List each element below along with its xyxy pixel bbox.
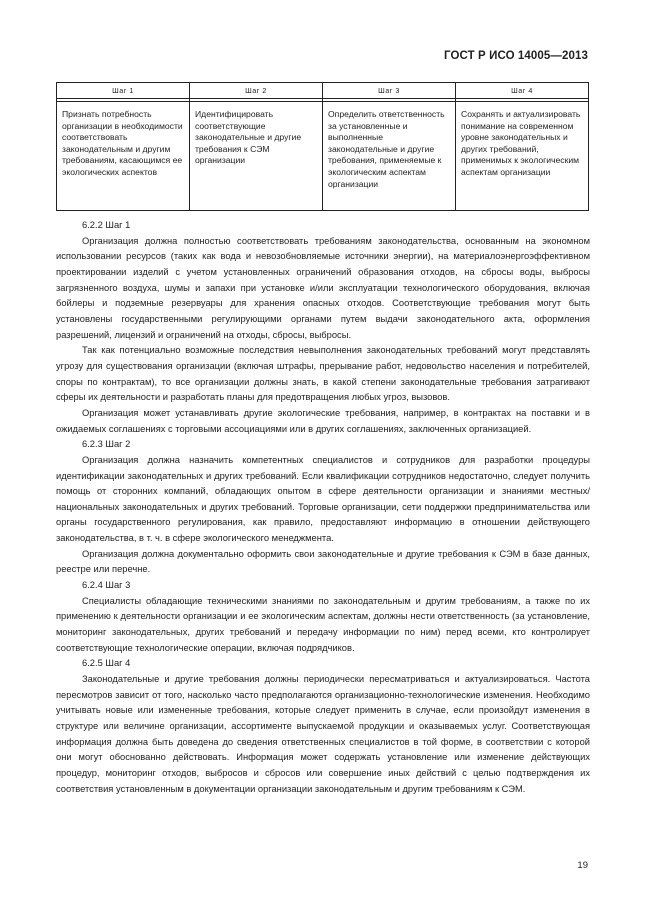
step-4-cell: Сохранять и актуализировать понимание на современном уровне законодательных и других требований, применимых к экологическим аспектам организации	[456, 102, 589, 211]
step-4-header: Шаг 4	[456, 83, 589, 99]
paragraph: Организация должна назначить компетентных специалистов и сотрудников для разработки процедуры идентификации законодательных и других требований. Если квалификации сотрудников недостаточно, следует получить помощь от сторонних компаний, обладающих опытом в сфере деятельности организации и знаниями местных/национальных законодательных и других требований. Торговые организации, сети поддержки предпринимательства или органы государственного регулирования, как правило, предоставляют информацию в отношении действующего законодательства, в т. ч. в сфере экологического менеджмента.	[56, 454, 590, 544]
paragraph: Так как потенциально возможные последствия невыполнения законодательных требований могут представлять угрозу для существования организации (включая штрафы, прерывание работ, недовольство населения и потребителей, споры по контрактам), то все организации должны знать, в какой степени законодательные требования затрагивают сферы их деятельности и разработать планы для предотвращения любых угроз, вызовов.	[56, 345, 590, 403]
page-number: 19	[577, 860, 588, 871]
paragraph: Организация должна документально оформить свои законодательные и другие требования к СЭМ в базе данных, реестре или перечне.	[56, 548, 590, 575]
step-1-cell: Признать потребность организации в необходимости соответствовать законодательным и другим требованиям, касающимся ее экологических аспектов	[57, 102, 190, 211]
step-3-header: Шаг 3	[323, 83, 456, 99]
step-2-header: Шаг 2	[190, 83, 323, 99]
steps-table-header-row	[57, 83, 589, 99]
paragraph: Законодательные и другие требования должны периодически пересматриваться и актуализироваться. Частота пересмотров зависит от того, насколько часто предполагаются организационно-технологические изменения. Необходимо учитывать новые или измененные требования, которые следует применить в случае, если произойдут изменения в структуре или величине организации, ассортименте выпускаемой продукции и оказываемых услуг. Соответствующая информация должна быть доведена до сведения ответственных специалистов в той форме, в соответствии с которой они могут обоснованно действовать. Информация может содержать установление или изменение действующих процедур, мониторинг отходов, выбросов и сбросов или совершение иных действий с целью подтверждения их соответствия установленным в документации организации законодательным и другим требованиям к СЭМ.	[56, 674, 590, 794]
step-1-header: Шаг 1	[57, 83, 190, 99]
steps-table	[56, 82, 589, 211]
step-3-cell: Определить ответственность за установленные и выполненные законодательные и другие требования, применяемые к экологическим аспектам организации	[323, 102, 456, 211]
section-heading-6-2-4: 6.2.4 Шаг 3	[82, 580, 131, 591]
step-2-cell: Идентифицировать соответствующие законодательные и другие требования к СЭМ организации	[190, 102, 323, 211]
section-heading-6-2-2: 6.2.2 Шаг 1	[82, 220, 131, 230]
section-heading-6-2-3: 6.2.3 Шаг 2	[82, 439, 131, 450]
section-heading-6-2-5: 6.2.5 Шаг 4	[82, 658, 131, 669]
document-code-header: ГОСТ Р ИСО 14005—2013	[443, 50, 588, 62]
paragraph: Специалисты обладающие техническими знаниями по законодательным и другим требованиям, а также по их применению к деятельности организации и ее экологическим аспектам, должны нести ответственность (за установление, мониторинг законодательных, других требований и передачу информации по ним) перед всеми, кто контролирует соответствующие технологические операции, включая подрядчиков.	[56, 595, 590, 653]
paragraph: Организация должна полностью соответствовать требованиям законодательства, основанным на экономном использовании ресурсов (таких как вода и невозобновляемые источники энергии), на материалоэнергоэффективном проектировании изделий с учетом установленных ограничений образования отходов, на сбросы воды, выбросы загрязненного воздуха, шумы и запахи при установке и/или эксплуатации технологического оборудования, включая бойлеры и подземные резервуары для хранения опасных отходов. Соответствующие требования могут быть установлены государственными регулирующими органами путем выдачи законодательного акта, оформления разрешений, лицензий и ограничений на отходы, сбросы, выбросы.	[56, 235, 590, 340]
steps-table-row	[57, 102, 589, 211]
paragraph: Организация может устанавливать другие экологические требования, например, в контрактах на поставки и в ожидаемых соглашениях с торговыми ассоциациями или в других соглашениях, заключенных организацией.	[56, 407, 590, 434]
body-text	[56, 218, 590, 797]
